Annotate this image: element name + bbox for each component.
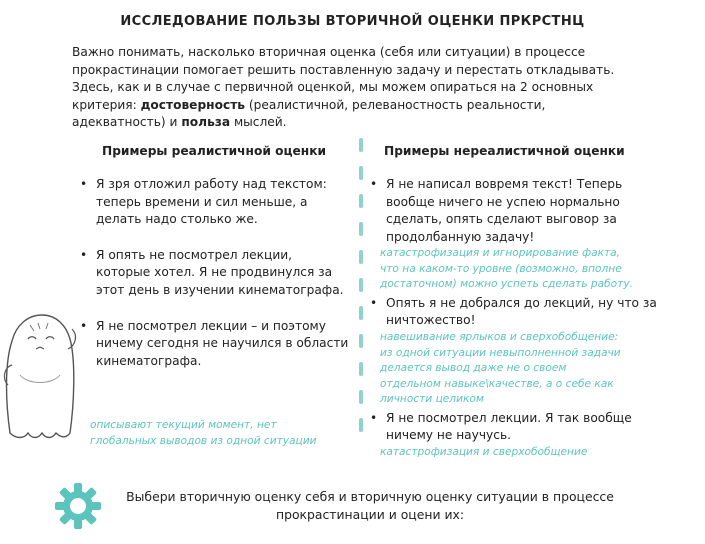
bullet-icon: • [370, 410, 378, 425]
left-column [80, 176, 350, 449]
bullet-icon: • [80, 177, 88, 191]
list-item [370, 176, 670, 246]
list-item [370, 295, 670, 330]
left-column-note: описывают текущий момент, нет глобальных выводов из одной ситуации [90, 419, 317, 447]
list-item [80, 247, 350, 300]
list-item-text: Опять я не добрался до лекций, ну что за ничтожество! [386, 295, 657, 328]
bullet-icon: • [370, 295, 378, 310]
list-item-text: Я опять не посмотрел лекции, которые хотел. Я не продвинулся за этот день в изучении кинематографа. [96, 247, 344, 297]
list-item-note: катастрофизация и игнорирование факта, что на каком-то уровне (возможно, вполне достаточном) можно успеть сделать работу. [380, 247, 633, 291]
intro-bold-1: достоверность [140, 97, 245, 112]
list-item-note: катастрофизация и сверхобобщение [380, 445, 588, 458]
bullet-icon: • [80, 318, 88, 333]
page-title: ИССЛЕДОВАНИЕ ПОЛЬЗЫ ВТОРИЧНОЙ ОЦЕНКИ ПРКРСТНЦ [120, 14, 585, 29]
gear-icon [54, 482, 102, 530]
left-column-heading: Примеры реалистичной оценки [102, 144, 327, 158]
list-item-text: Я не посмотрел лекции. Я так вообще ничему не научусь. [386, 410, 632, 443]
list-item [80, 318, 350, 371]
dashed-divider [356, 138, 366, 438]
list-item [80, 176, 350, 229]
list-item [370, 410, 670, 445]
intro-paragraph [72, 44, 632, 132]
right-column-heading: Примеры нереалистичной оценки [384, 144, 625, 158]
bullet-icon: • [80, 247, 88, 262]
intro-text-3: мыслей. [230, 115, 287, 130]
list-item-text: Я не написал вовремя текст! Теперь вообще ничего не успею нормально сделать, опять сделают выговор за продолбанную задачу! [386, 177, 623, 244]
bullet-icon: • [370, 177, 378, 191]
list-item-note: навешивание ярлыков и сверхобобщение: из одной ситуации невыполненной задачи делается вывод даже не о своем отдельном навыке\качестве, а о себе как личности целиком [380, 331, 621, 406]
list-item-text: Я зря отложил работу над текстом: теперь времени и сил меньше, а делать надо столько же. [96, 177, 327, 227]
right-column [370, 176, 670, 460]
intro-bold-2: польза [181, 115, 231, 130]
intro-text-1: Важно понимать, насколько вторичная оценка (себя или ситуации) в процессе прокрастинации помогает решить поставленную задачу и перестать откладывать. Здесь, как и в случае с первичной оценкой, мы можем опираться на 2 основных критерия: [72, 45, 615, 112]
footer-instruction: Выбери вторичную оценку себя и вторичную оценку ситуации в процессе прокрастинации и оцени их: [126, 489, 614, 522]
ghost-mascot-icon [0, 305, 78, 447]
intro-text-2: (реалистичной, релеваностность реальности, адекватность) и [72, 97, 546, 130]
list-item-text: Я не посмотрел лекции – и поэтому ничему сегодня не научился в области кинематографа. [96, 318, 349, 368]
